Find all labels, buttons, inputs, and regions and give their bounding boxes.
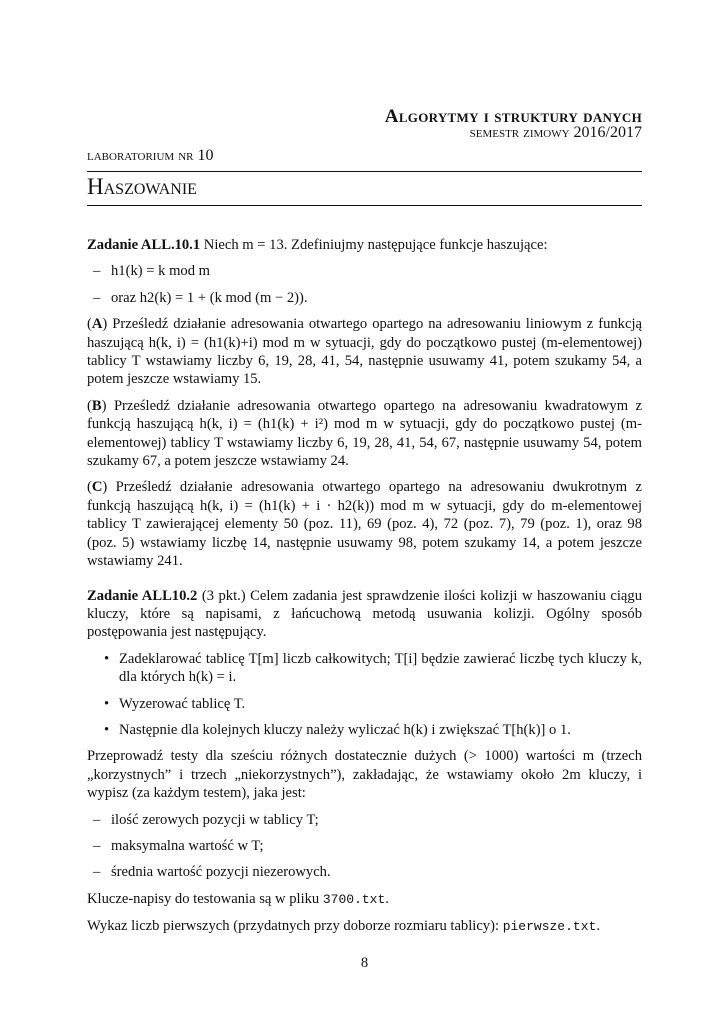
list-item: – ilość zerowych pozycji w tablicy T; [93, 811, 319, 828]
task1-part-a: (A) Prześledź działanie adresowania otwartego opartego na adresowaniu liniowym z funkcją haszującą h(k, i) = (h1(k)+i) mod m w sytuacji, gdy do początkowo pustej (m-elementowej) tablicy T wstawiamy liczby 6, 19, 28, 41, 54, następnie usuwamy 41, potem szukamy 54, a potem jeszcze wstawiamy 15. [87, 316, 642, 388]
page-number: 8 [360, 955, 369, 971]
list-item: – maksymalna wartość w T; [93, 837, 264, 854]
task2-name: Zadanie ALL10.2 [87, 587, 198, 604]
top-rule [87, 171, 642, 172]
task2-tests: Przeprowadź testy dla sześciu różnych dostatecznie dużych (> 1000) wartości m (trzech „korzystnych” i trzech „niekorzystnych”), zakładając, że wstawiamy około 2m kluczy, i wypisz (za każdym testem), jaka jest: [87, 748, 642, 802]
bullet-icon: • [104, 721, 110, 738]
content [87, 236, 642, 945]
task1-part-c: (C) Prześledź działanie adresowania otwartego opartego na adresowaniu dwukrotnym z funkcją haszującą h(k, i) = (h1(k) + i · h2(k)) mod m w sytuacji, gdy do m-elementowej tablicy T zawierającej elementy 50 (poz. 11), 69 (poz. 4), 72 (poz. 7), 79 (poz. 1), oraz 98 (poz. 5) wstawiamy liczbę 14, następnie usuwamy 98, potem szukamy 14, a potem jeszcze wstawiamy 241. [87, 479, 642, 570]
semester: semestr zimowy 2016/2017 [469, 124, 642, 141]
lab-number: laboratorium nr 10 [87, 147, 214, 164]
task1-name: Zadanie ALL.10.1 [87, 237, 201, 253]
list-item: • Wyzerować tablicę T. [104, 695, 246, 712]
task2-steps [87, 650, 642, 740]
list-item: • Zadeklarować tablicę T[m] liczb całkowitych; T[i] będzie zawierać liczbę tych kluczy k, dla których h(k) = i. [104, 650, 642, 686]
list-item: – średnia wartość pozycji niezerowych. [93, 864, 331, 881]
list-item: – h1(k) = k mod m [93, 263, 211, 280]
bullet-icon: • [104, 650, 110, 667]
bullet-icon: • [104, 695, 110, 712]
task2-intro: Zadanie ALL10.2 (3 pkt.) Celem zadania jest sprawdzenie ilości kolizji w haszowaniu ciągu kluczy, które są napisami, z łańcuchową metodą usuwania kolizji. Ogólny sposób postępowania jest następujący. [87, 587, 642, 641]
course-title: Algorytmy i struktury danych [384, 106, 642, 127]
list-item: • Następnie dla kolejnych kluczy należy wyliczać h(k) i zwiększać T[h(k)] o 1. [104, 721, 571, 738]
page-title: Haszowanie [87, 174, 197, 199]
task1-intro: Zadanie ALL.10.1 Niech m = 13. Zdefiniujmy następujące funkcje haszujące: [87, 237, 548, 253]
bottom-rule [87, 205, 642, 206]
keys-file-name: 3700.txt [322, 891, 386, 907]
task1-part-b: (B) Prześledź działanie adresowania otwartego opartego na adresowaniu kwadratowym z funkcją haszującą h(k, i) = (h1(k) + i²) mod m w sytuacji, gdy do początkowo pustej (m-elementowej) tablicy T wstawiamy liczby 6, 19, 28, 41, 54, 67, następnie usuwamy 54, potem szukamy 67, a potem jeszcze wstawiamy 24. [87, 397, 643, 470]
primes-file-line: Wykaz liczb pierwszych (przydatnych przy doborze rozmiaru tablicy): pierwsze.txt. [87, 918, 600, 935]
list-item: – oraz h2(k) = 1 + (k mod (m − 2)). [93, 289, 308, 306]
keys-file-line: Klucze-napisy do testowania są w pliku 3700.txt. [87, 890, 389, 907]
primes-file-name: pierwsze.txt [502, 919, 597, 935]
